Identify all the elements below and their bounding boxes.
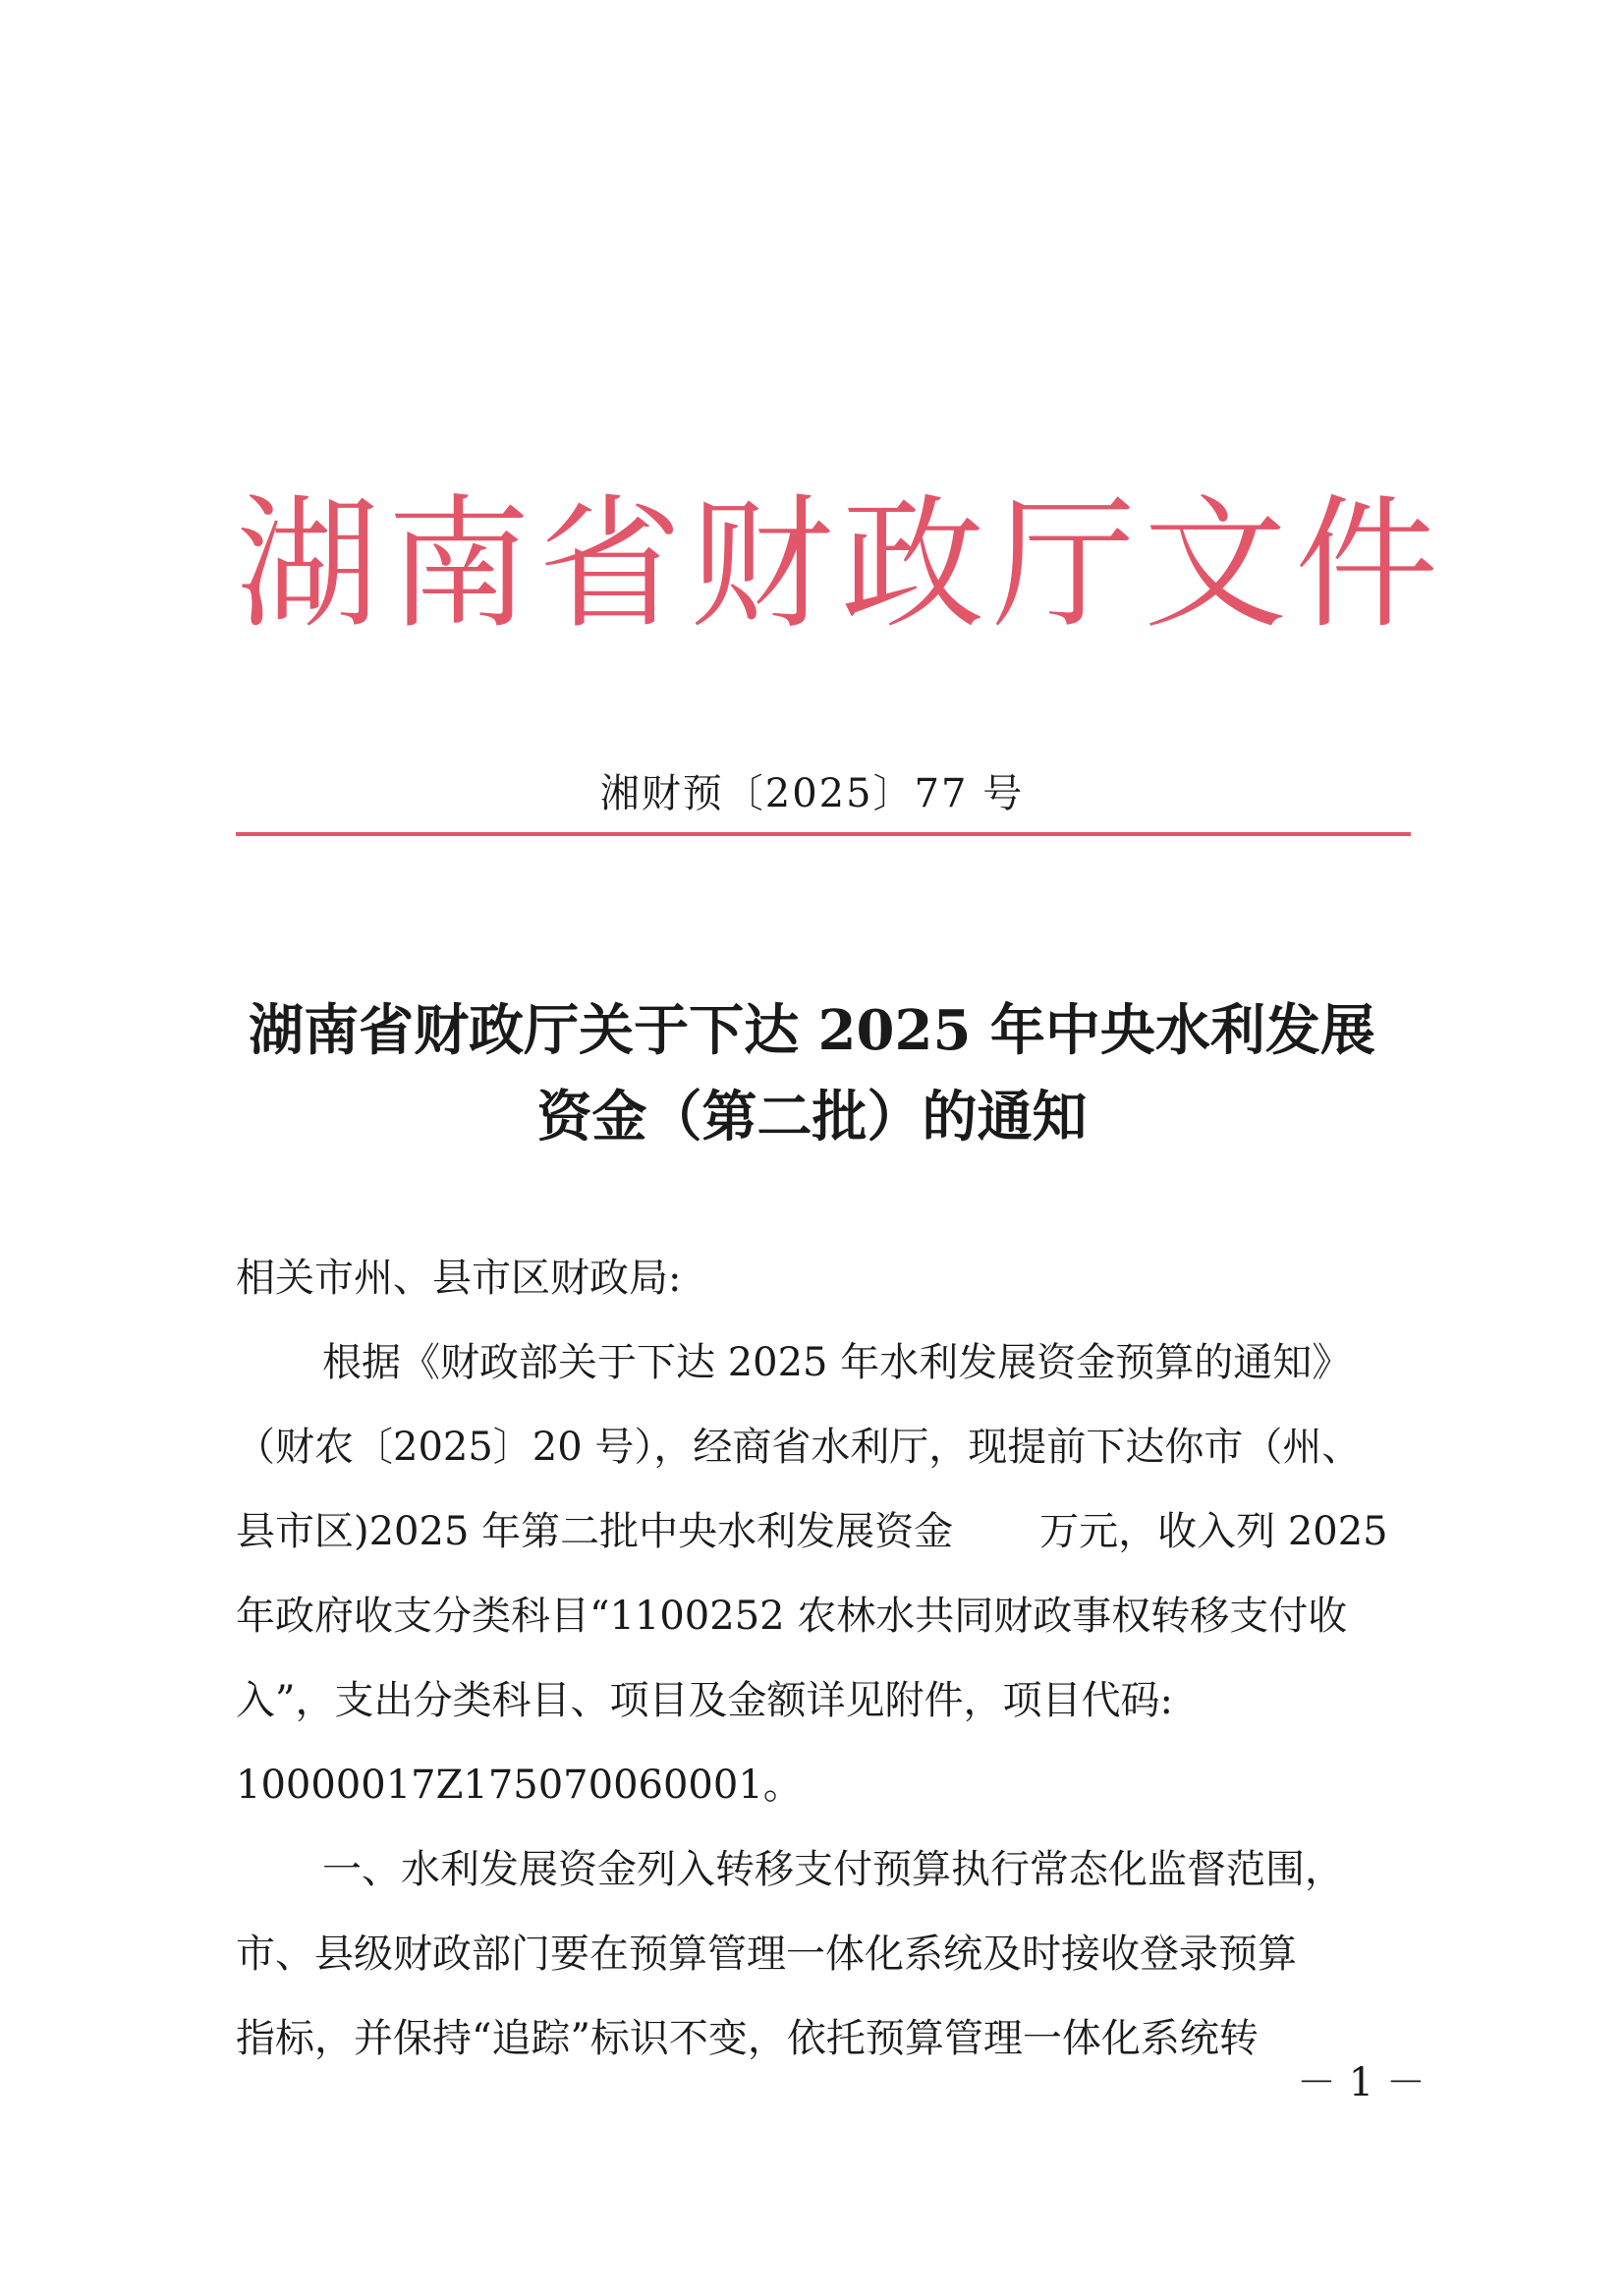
- para1-line-3-end: 万元，收入列 2025: [1039, 1509, 1388, 1554]
- para1-line-5: 入”，支出分类科目、项目及金额详见附件，项目代码:: [236, 1678, 1173, 1723]
- para2-line-1: 一、水利发展资金列入转移支付预算执行常态化监督范围，: [322, 1847, 1344, 1892]
- para1-line-4: 年政府收支分类科目“1100252 农林水共同财政事权转移支付收: [236, 1594, 1348, 1639]
- para2-line-2: 市、县级财政部门要在预算管理一体化系统及时接收登录预算: [236, 1932, 1297, 1977]
- para2-line-3: 指标，并保持“追踪”标识不变，依托预算管理一体化系统转: [236, 2016, 1259, 2061]
- para1-line-2: （财农〔2025〕20 号），经商省水利厅，现提前下达你市（州、: [236, 1425, 1362, 1470]
- agency-red-header: 湖南省财政厅文件: [236, 481, 1446, 648]
- para1-line-1: 根据《财政部关于下达 2025 年水利发展资金预算的通知》: [322, 1340, 1352, 1385]
- salutation: 相关市州、县市区财政局:: [236, 1256, 682, 1301]
- para1-line-3: [236, 1489, 1395, 1574]
- document-title: [196, 987, 1428, 1160]
- title-line-1: 湖南省财政厅关于下达 2025 年中央水利发展: [249, 998, 1375, 1063]
- title-line-2: 资金（第二批）的通知: [536, 1085, 1088, 1149]
- document-number: 湘财预〔2025〕77 号: [599, 771, 1025, 816]
- page-number: － 1 －: [1297, 2060, 1426, 2105]
- para1-line-6: 10000017Z175070060001。: [236, 1763, 803, 1808]
- red-separator-line: [236, 832, 1411, 836]
- document-body: [236, 1236, 1395, 2081]
- para1-line-3-start: 县市区)2025 年第二批中央水利发展资金: [236, 1509, 954, 1554]
